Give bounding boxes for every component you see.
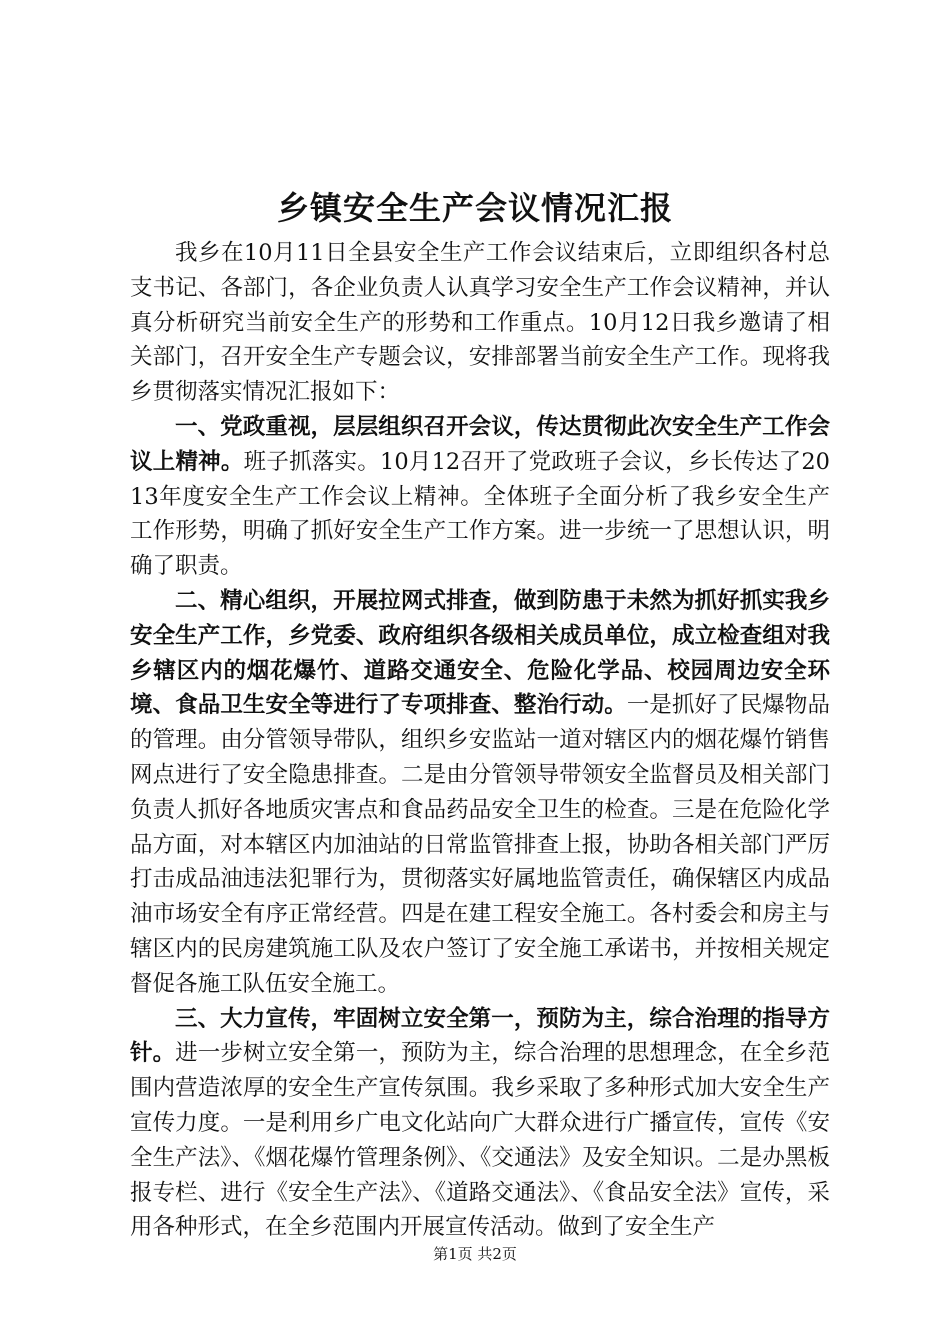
- paragraph-section-2: [130, 584, 830, 1002]
- paragraph-text: 班子抓落实。10月12召开了党政班子会议，乡长传达了2013年度安全生产工作会议上精神。全体班子全面分析了我乡安全生产工作形势，明确了抓好安全生产工作方案。进一步统一了思想认识，明确了职责。: [130, 448, 830, 580]
- paragraph-section-1: [130, 410, 830, 584]
- paragraph-section-3: [130, 1002, 830, 1246]
- paragraph-text: 进一步树立安全第一，预防为主，综合治理的思想理念，在全乡范围内营造浓厚的安全生产宣传氛围。我乡采取了多种形式加大安全生产宣传力度。一是利用乡广电文化站向广大群众进行广播宣传，宣传《安全生产法》、《烟花爆竹管理条例》、《交通法》及安全知识。二是办黑板报专栏、进行《安全生产法》、《道路交通法》、《食品安全法》宣传，采用各种形式，在全乡范围内开展宣传活动。做到了安全生产: [130, 1040, 830, 1241]
- paragraph-text: 我乡在10月11日全县安全生产工作会议结束后，立即组织各村总支书记、各部门，各企业负责人认真学习安全生产工作会议精神，并认真分析研究当前安全生产的形势和工作重点。10月12日我乡邀请了相关部门，召开安全生产专题会议，安排部署当前安全生产工作。现将我乡贯彻落实情况汇报如下：: [130, 240, 830, 406]
- paragraph-intro: [130, 236, 830, 410]
- page-number: 第1页 共2页: [433, 1245, 517, 1263]
- document-body: [130, 236, 830, 1245]
- document-title: 乡镇安全生产会议情况汇报: [276, 189, 673, 227]
- paragraph-text: 一是抓好了民爆物品的管理。由分管领导带队，组织乡安监站一道对辖区内的烟花爆竹销售网点进行了安全隐患排查。二是由分管领导带领安全监督员及相关部门负责人抓好各地质灾害点和食品药品安全卫生的检查。三是在危险化学品方面，对本辖区内加油站的日常监管排查上报，协助各相关部门严厉打击成品油违法犯罪行为，贯彻落实好属地监管责任，确保辖区内成品油市场安全有序正常经营。四是在建工程安全施工。各村委会和房主与辖区内的民房建筑施工队及农户签订了安全施工承诺书，并按相关规定督促各施工队伍安全施工。: [130, 692, 830, 997]
- paragraph-lead: 三、大力宣传，牢固树立安全第一，预防为主，综合治理的指导方针。: [130, 1005, 830, 1067]
- paragraph-lead: 二、精心组织，开展拉网式排查，做到防患于未然为抓好抓实我乡安全生产工作，乡党委、政府组织各级相关成员单位，成立检查组对我乡辖区内的烟花爆竹、道路交通安全、危险化学品、校园周边安全环境、食品卫生安全等进行了专项排查、整治行动。: [130, 587, 830, 719]
- paragraph-lead: 一、党政重视，层层组织召开会议，传达贯彻此次安全生产工作会议上精神。: [130, 413, 830, 475]
